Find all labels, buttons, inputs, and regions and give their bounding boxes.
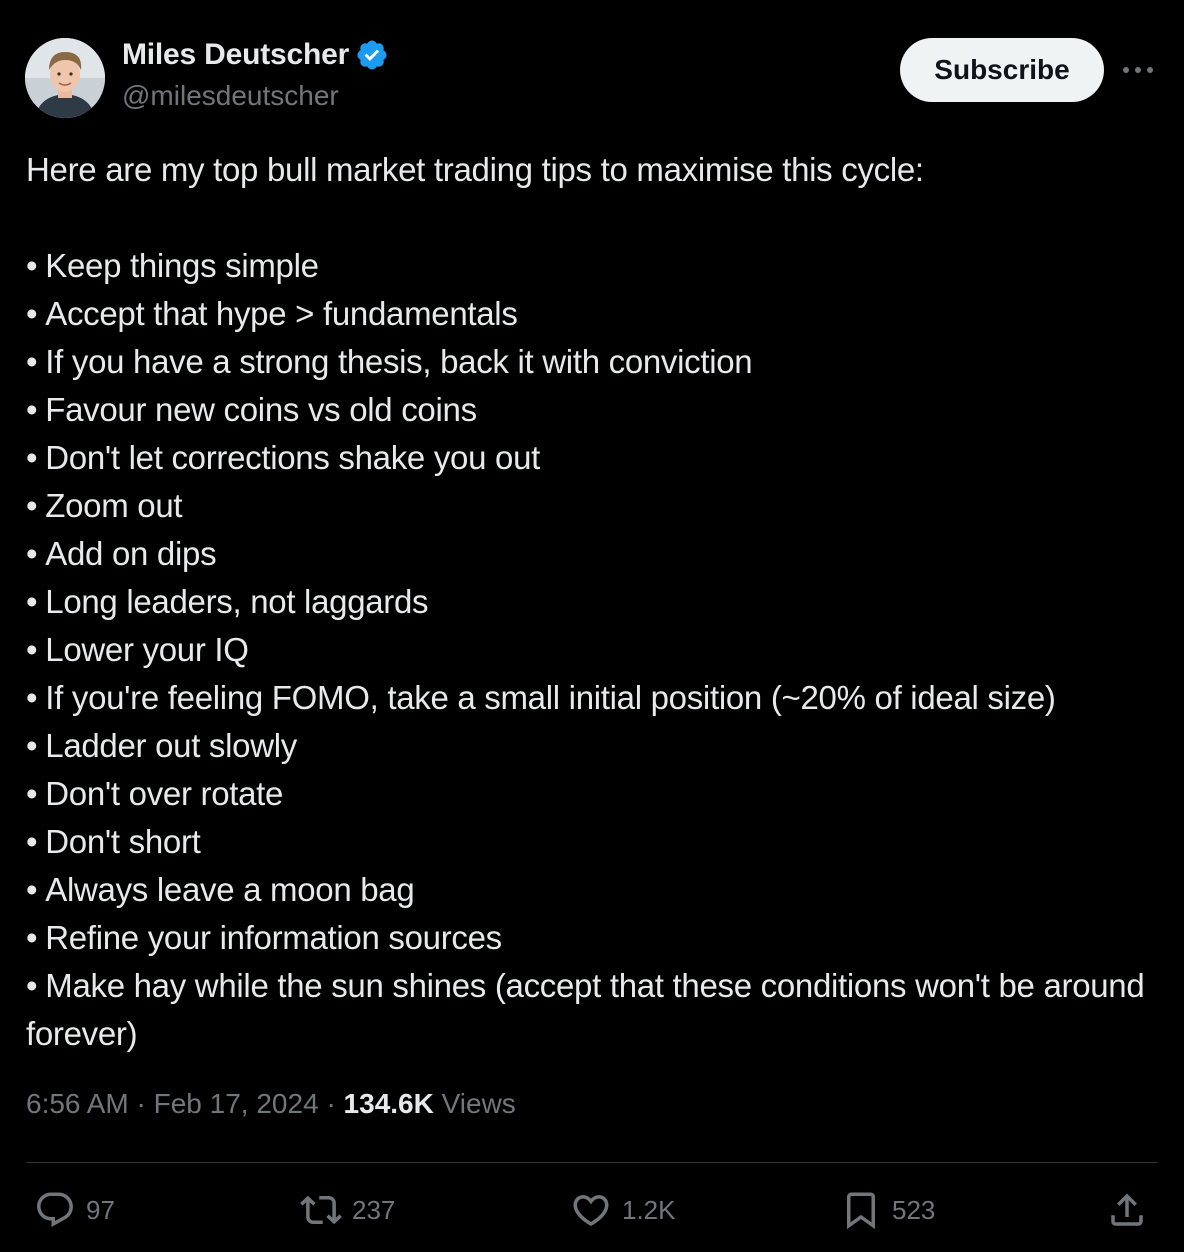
list-item [26, 242, 1161, 290]
like-count: 1.2K [622, 1194, 676, 1225]
list-item [26, 674, 1161, 722]
divider [26, 1162, 1158, 1163]
list-item [26, 482, 1161, 530]
repost-icon [300, 1189, 342, 1231]
bullet: • [26, 919, 38, 956]
bullet: • [26, 967, 38, 1004]
bullet: • [26, 535, 38, 572]
tips-list [26, 242, 1161, 1058]
paragraph-spacer [26, 194, 1161, 242]
bookmark-button[interactable] [840, 1188, 935, 1232]
bullet: • [26, 823, 38, 860]
avatar[interactable] [25, 38, 105, 118]
tip-text: Always leave a moon bag [45, 871, 415, 908]
list-item [26, 914, 1161, 962]
like-button[interactable] [570, 1188, 676, 1232]
views-count[interactable]: 134.6K [343, 1088, 434, 1119]
bullet: • [26, 295, 38, 332]
list-item [26, 386, 1161, 434]
list-item [26, 770, 1161, 818]
share-icon [1106, 1189, 1148, 1231]
tip-text: Favour new coins vs old coins [45, 391, 477, 428]
tip-text: Don't short [45, 823, 201, 860]
tip-text: If you're feeling FOMO, take a small initial position (~20% of ideal size) [45, 679, 1056, 716]
bullet: • [26, 487, 38, 524]
repost-button[interactable] [300, 1188, 395, 1232]
bullet: • [26, 391, 38, 428]
list-item [26, 530, 1161, 578]
tweet-meta [26, 1088, 516, 1120]
bullet: • [26, 439, 38, 476]
list-item [26, 626, 1161, 674]
tip-text: Long leaders, not laggards [45, 583, 429, 620]
list-item [26, 434, 1161, 482]
reply-count: 97 [86, 1194, 115, 1225]
more-options-button[interactable] [1116, 52, 1160, 88]
tip-text: If you have a strong thesis, back it with conviction [45, 343, 753, 380]
list-item [26, 722, 1161, 770]
subscribe-button[interactable]: Subscribe [900, 38, 1104, 102]
tip-text: Lower your IQ [45, 631, 249, 668]
tweet-time[interactable]: 6:56 AM [26, 1088, 129, 1119]
verified-badge-icon [355, 38, 389, 72]
tip-text: Don't let corrections shake you out [45, 439, 540, 476]
bullet: • [26, 583, 38, 620]
tip-text: Make hay while the sun shines (accept that these conditions won't be around forever) [26, 967, 1145, 1052]
bullet: • [26, 631, 38, 668]
reply-button[interactable] [34, 1188, 115, 1232]
author-display-name[interactable]: Miles Deutscher [122, 38, 350, 71]
bookmark-count: 523 [892, 1194, 936, 1225]
tweet-intro: Here are my top bull market trading tips to maximise this cycle: [26, 151, 924, 188]
tip-text: Ladder out slowly [45, 727, 297, 764]
tip-text: Don't over rotate [45, 775, 284, 812]
tip-text: Add on dips [45, 535, 217, 572]
bullet: • [26, 679, 38, 716]
more-horizontal-icon [1120, 65, 1156, 75]
tip-text: Zoom out [45, 487, 183, 524]
tweet-text [26, 146, 1161, 1058]
bullet: • [26, 247, 38, 284]
avatar-photo [25, 38, 105, 118]
list-item [26, 290, 1161, 338]
list-item [26, 818, 1161, 866]
list-item [26, 338, 1161, 386]
bookmark-icon [840, 1189, 882, 1231]
bullet: • [26, 775, 38, 812]
list-item [26, 962, 1161, 1058]
list-item [26, 866, 1161, 914]
reply-icon [34, 1189, 76, 1231]
bullet: • [26, 871, 38, 908]
list-item [26, 578, 1161, 626]
views-label: Views [441, 1088, 516, 1119]
bullet: • [26, 343, 38, 380]
share-button[interactable] [1106, 1188, 1148, 1232]
tip-text: Accept that hype > fundamentals [45, 295, 518, 332]
tip-text: Keep things simple [45, 247, 319, 284]
author-handle[interactable]: @milesdeutscher [122, 80, 339, 111]
bullet: • [26, 727, 38, 764]
tweet-date[interactable]: Feb 17, 2024 [153, 1088, 319, 1119]
tip-text: Refine your information sources [45, 919, 502, 956]
meta-separator: · [326, 1088, 336, 1119]
repost-count: 237 [352, 1194, 396, 1225]
meta-separator: · [136, 1088, 146, 1119]
author-name-row[interactable] [122, 38, 389, 72]
heart-icon [570, 1189, 612, 1231]
